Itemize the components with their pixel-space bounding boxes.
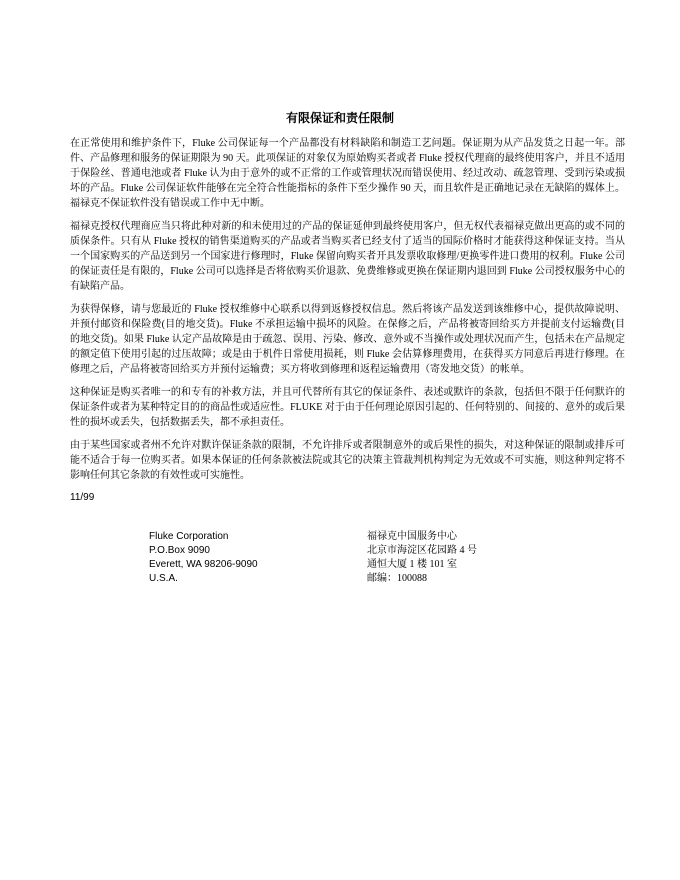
address-line: 通恒大厦 1 楼 101 室 bbox=[367, 559, 457, 570]
address-line: U.S.A. bbox=[149, 573, 178, 584]
warranty-body bbox=[70, 136, 625, 505]
paragraph-warranty-terms: 在正常使用和维护条件下，Fluke 公司保证每一个产品都没有材料缺陷和制造工艺问题。保证期为从产品发货之日起一年。部件、产品修理和服务的保证期限为 90 天。此项保证的对象仅为原始购买者或者 Fluke 授权代理商的最终使用客户，并且不适用于保险丝、普通电池或者 Fluke 认为由于意外的或不正常的工作或管理状况而错误使用、经过改动、疏忽管理、受到污染或损坏的产品。Fluke 公司保证软件能够在完全符合性能指标的条件下至少操作 90 天，而且软件是正确地记录在无缺陷的媒体上。福禄克不保证软件没有错误或工作中无中断。 bbox=[70, 138, 625, 209]
address-chinese bbox=[367, 530, 477, 586]
paragraph-service-procedure: 为获得保修，请与您最近的 Fluke 授权维修中心联系以得到返修授权信息。然后将该产品发送到该维修中心，提供故障说明、并预付邮资和保险费(目的地交货)。Fluke 不承担运输中损坏的风险。在保修之后，产品将被寄回给买方并提前支付运输费(目的地交货)。如果 Fluke 认定产品故障是由于疏忽、误用、污染、修改、意外或不当操作或处理状况而产生，包括未在产品规定的额定值下使用引起的过压故障；或是由于机件日常使用损耗，则 Fluke 会估算修理费用，在获得买方同意后再进行修理。在修理之后，产品将被寄回给买方并预付运输费；买方将收到修理和返程运输费用（寄发地交货）的帐单。 bbox=[70, 304, 625, 375]
address-line: Fluke Corporation bbox=[149, 531, 229, 542]
date-code: 11/99 bbox=[70, 492, 95, 503]
address-line: Everett, WA 98206-9090 bbox=[149, 559, 258, 570]
address-line: 邮编：100088 bbox=[367, 573, 427, 584]
paragraph-distributor-scope: 福禄克授权代理商应当只将此种对新的和未使用过的产品的保证延伸到最终使用客户，但无权代表福禄克做出更高的或不同的质保条件。只有从 Fluke 授权的销售渠道购买的产品或者当购买者已经支付了适当的国际价格时才能获得这种保证支持。当从一个国家购买的产品送到另一个国家进行修理时，Fluke 保留向购买者开具发票收取修理/更换零件进口费用的权利。Fluke 公司的保证责任是有限的，Fluke 公司可以选择是否将依购买价退款、免费维修或更换在保证期内退回到 Fluke 公司授权服务中心的有缺陷产品。 bbox=[70, 221, 625, 292]
address-line: P.O.Box 9090 bbox=[149, 545, 210, 556]
page-title: 有限保证和责任限制 bbox=[285, 111, 394, 125]
address-line: 北京市海淀区花园路 4 号 bbox=[367, 545, 477, 556]
paragraph-jurisdiction: 由于某些国家或者州不允许对默许保证条款的限制，不允许排斥或者限制意外的或后果性的损失，对这种保证的限制或排斥可能不适合于每一位购买者。如果本保证的任何条款被法院或其它的决策主管裁判机构判定为无效或不可实施，则这种判定将不影响任何其它条款的有效性或可实施性。 bbox=[70, 440, 625, 481]
address-english bbox=[149, 530, 258, 586]
paragraph-exclusive-remedy: 这种保证是购买者唯一的和专有的补救方法，并且可代替所有其它的保证条件、表述或默许的条款，包括但不限于任何默许的保证条件或者为某种特定目的的商品性或适应性。FLUKE 对于由于任何理论原因引起的、任何特别的、间接的、意外的或后果性的损坏或丢失，包括数据丢失，都不承担责任。 bbox=[70, 387, 625, 428]
address-line: 福禄克中国服务中心 bbox=[367, 531, 457, 542]
